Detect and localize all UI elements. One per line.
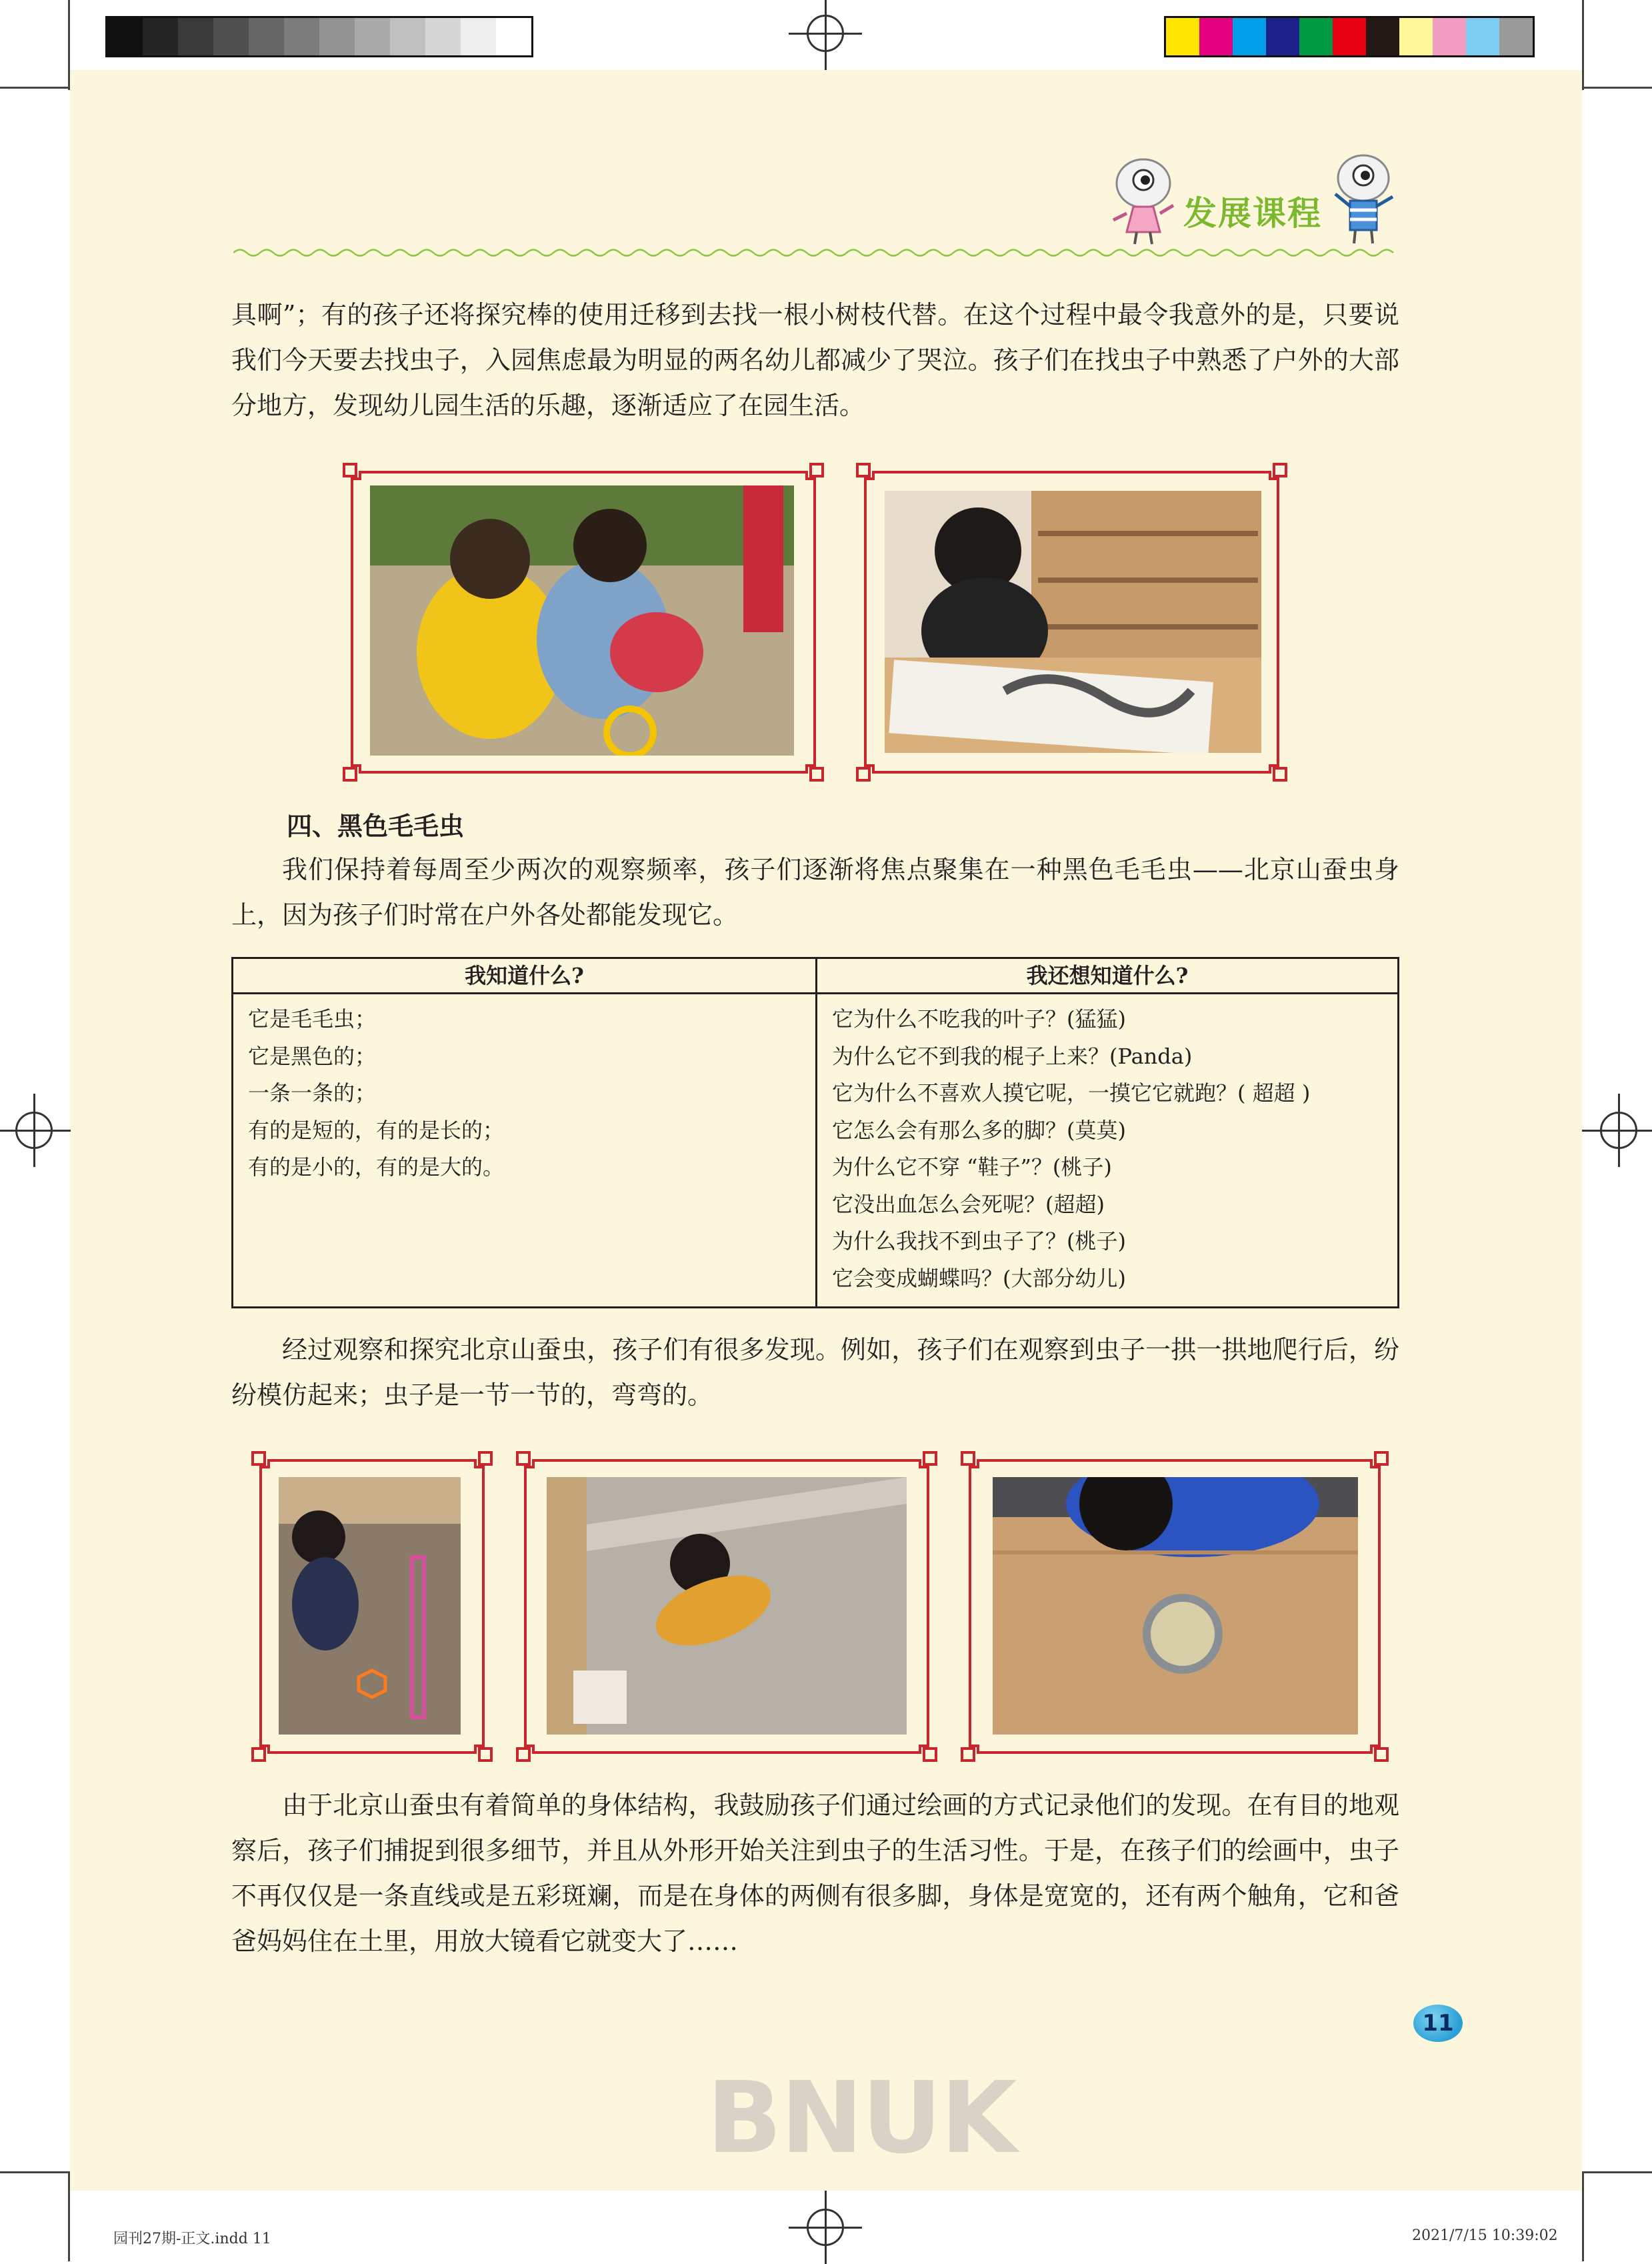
crop-mark <box>1582 0 1584 90</box>
table-cell-item: 它怎么会有那么多的脚？(莫莫) <box>832 1117 1126 1143</box>
table-column-wonder <box>817 959 1397 1306</box>
crop-mark <box>1584 2171 1652 2173</box>
table-header-known: 我知道什么? <box>233 959 815 994</box>
table-cell-item: 有的是短的，有的是长的； <box>248 1117 505 1143</box>
footer-timestamp: 2021/7/15 10:39:02 <box>1412 2227 1558 2244</box>
table-cell-item: 它没出血怎么会死呢？(超超) <box>832 1191 1105 1217</box>
section-title: 发展课程 <box>1183 194 1322 233</box>
photo-child-at-table <box>993 1477 1358 1735</box>
crop-mark <box>1582 2171 1584 2261</box>
closing-paragraph: 由于北京山蚕虫有着简单的身体结构，我鼓励孩子们通过绘画的方式记录他们的发现。在有目的地观察后，孩子们捕捉到很多细节，并且从外形开始关注到虫子的生活习性。于是，在孩子们的绘画中，虫子不再仅仅是一条直线或是五彩斑斓，而是在身体的两侧有很多脚，身体是宽宽的，还有两个触角，它和爸爸妈妈住在土里，用放大镜看它就变大了…… <box>231 1791 1399 1956</box>
photo-child-reading-book <box>885 491 1261 753</box>
photo-frame <box>513 1447 940 1766</box>
watermark: BNUK <box>707 2061 1016 2175</box>
table-cell-item: 它是黑色的； <box>248 1043 377 1069</box>
photo-frame <box>249 1447 495 1766</box>
photo-children-with-magnifier <box>370 485 794 756</box>
crop-mark <box>1584 87 1652 89</box>
mascot-girl-icon <box>1107 153 1187 247</box>
known-list <box>233 994 815 1186</box>
registration-mark <box>807 15 844 52</box>
header-divider <box>233 247 1400 259</box>
wonder-list <box>817 994 1397 1297</box>
table-cell-item: 有的是小的，有的是大的。 <box>248 1154 505 1180</box>
section-paragraph: 我们保持着每周至少两次的观察频率，孩子们逐渐将焦点聚集在一种黑色毛毛虫——北京山蚕虫身上，因为孩子们时常在户外各处都能发现它。 <box>231 855 1399 930</box>
registration-mark <box>807 2209 844 2246</box>
section-heading: 四、黑色毛毛虫 <box>287 811 465 841</box>
registration-mark <box>15 1112 53 1149</box>
table-cell-item: 为什么它不穿 “鞋子”？(桃子) <box>832 1154 1112 1180</box>
table-cell-item: 它为什么不吃我的叶子？(猛猛) <box>832 1006 1126 1032</box>
photo-frame <box>340 459 827 786</box>
crop-mark <box>68 0 70 90</box>
table-column-known <box>233 959 817 1306</box>
mascot-boy-icon <box>1323 150 1403 247</box>
table-cell-item: 为什么它不到我的棍子上来？(Panda) <box>832 1043 1193 1069</box>
crop-mark <box>0 87 68 89</box>
photo-frame <box>958 1447 1391 1766</box>
color-calibration-strip <box>1164 16 1535 57</box>
table-cell-item: 一条一条的； <box>248 1080 377 1106</box>
intro-paragraph: 具啊”；有的孩子还将探究棒的使用迁移到去找一根小树枝代替。在这个过程中最令我意外的是，只要说我们今天要去找虫子，入园焦虑最为明显的两名幼儿都减少了哭泣。孩子们在找虫子中熟悉了户外的大部分地方，发现幼儿园生活的乐趣，逐渐适应了在园生活。 <box>231 300 1399 420</box>
crop-mark <box>0 2171 68 2173</box>
table-cell-item: 它是毛毛虫； <box>248 1006 377 1032</box>
know-want-to-know-table <box>231 957 1399 1308</box>
table-cell-item: 它会变成蝴蝶吗？(大部分幼儿) <box>832 1265 1126 1291</box>
table-cell-item: 为什么我找不到虫子了？(桃子) <box>832 1228 1126 1254</box>
registration-mark <box>1600 1112 1637 1149</box>
footer-file-info: 园刊27期-正文.indd 11 <box>113 2231 271 2247</box>
crop-mark <box>68 2171 70 2261</box>
photo-frame <box>853 459 1290 786</box>
page-number: 11 <box>1413 2005 1463 2042</box>
table-cell-item: 它为什么不喜欢人摸它呢，一摸它它就跑？( 超超 ) <box>832 1080 1311 1106</box>
photo-child-on-floor <box>279 1477 461 1735</box>
grayscale-calibration-strip <box>105 16 533 57</box>
photo-child-crawling <box>547 1477 907 1735</box>
after-table-paragraph: 经过观察和探究北京山蚕虫，孩子们有很多发现。例如，孩子们在观察到虫子一拱一拱地爬行后，纷纷模仿起来；虫子是一节一节的，弯弯的。 <box>231 1335 1399 1410</box>
table-header-wonder: 我还想知道什么? <box>817 959 1397 994</box>
